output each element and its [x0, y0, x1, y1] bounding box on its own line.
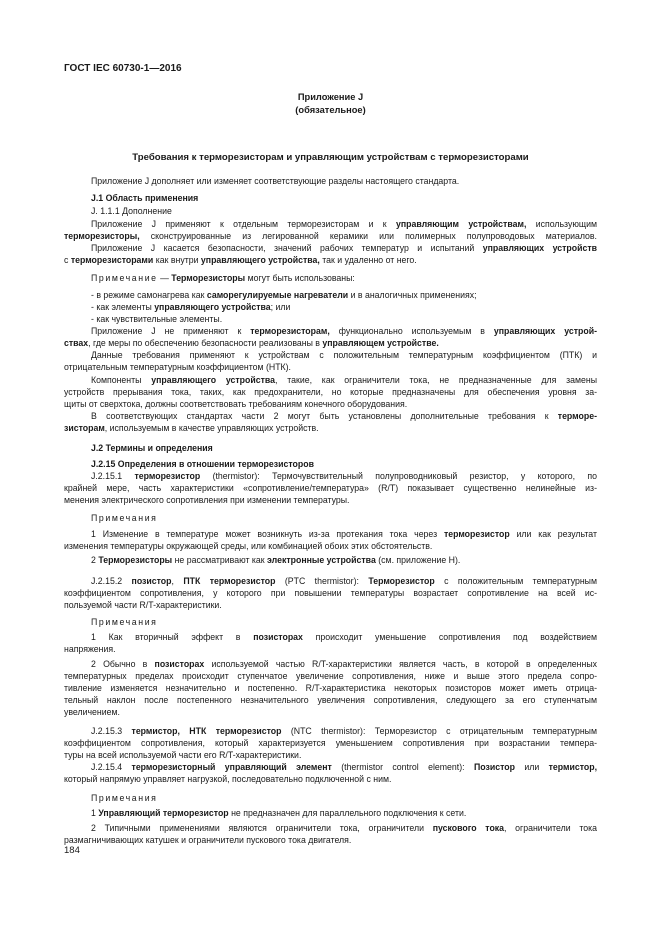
text-line: напряжения. — [64, 644, 116, 654]
note-line: Примечание — Терморезисторы могут быть использованы: — [91, 273, 355, 283]
text-line: 1 Управляющий терморезистор не предназначен для параллельного подключения к сети. — [91, 808, 467, 818]
text-line: Приложение J не применяют к терморезисторам, функционально используемым в управляющих устрой- — [91, 326, 597, 336]
text-line: В соответствующих стандартах части 2 могут быть установлены дополнительные требования к терморе- — [91, 411, 597, 421]
list-item: - в режиме самонагрева как саморегулируемые нагреватели и в аналогичных применениях; — [91, 290, 477, 300]
appendix-title: Приложение J — [297, 92, 364, 102]
text-line: зисторам, используемым в качестве управляющих устройств. — [64, 423, 319, 433]
text-line: коэффициентом сопротивления, у которого при повышении температуры возрастает сопротивление на всей ис- — [64, 588, 597, 598]
text-line: устройств прерывания тока, таких, как предохранители, но которые предназначены для обеспечения уровня за- — [64, 387, 597, 397]
text-line: пользуемой части R/T-характеристики. — [64, 600, 222, 610]
text-line: Данные требования применяют к устройствам с положительным температурным коэффициентом (ПТК) и — [91, 350, 597, 360]
text-line: 1 Изменение в температуре может возникнуть из-за протекания тока через терморезистор или как результат — [91, 529, 597, 539]
text-line: 2 Обычно в позисторах используемой частью R/T-характеристики является часть, в которой в определенных — [91, 659, 598, 669]
text-line: J.2.15.1 терморезистор (thermistor): Термочувствительный полупроводниковый резистор, у которого, по — [91, 471, 597, 481]
text-line: с терморезисторами как внутри управляющего устройства, так и удаленно от него. — [64, 255, 417, 265]
text-line: изменения температуры окружающей среды, или комбинацией обоих этих обстоятельств. — [64, 541, 433, 551]
text-line: крайней мере, часть характеристики «сопротивление/температура» (R/T) показывает существенно нелинейные из- — [64, 483, 597, 493]
text-line: J.2.15.4 терморезисторный управляющий элемент (thermistor control element): Позистор или термистор, — [91, 762, 597, 772]
section-heading: J.2 Термины и определения — [91, 443, 213, 453]
text-line: тивление изменяется незначительно и постепенно. R/T-характеристика некоторых позисторов может иметь отрица- — [64, 683, 597, 693]
text-line: щиты от сверхтока, должны соответствовать требованиям конечного оборудования. — [64, 399, 408, 409]
notes-heading: Примечания — [91, 513, 158, 523]
standard-header: ГОСТ IEC 60730-1—2016 — [64, 63, 182, 74]
text-line: который напрямую управляет нагрузкой, последовательно подключенной с ним. — [64, 774, 392, 784]
text-line: ствах, где меры по обеспечению безопасности реализованы в управляющем устройстве. — [64, 338, 439, 348]
notes-heading: Примечания — [91, 793, 158, 803]
text-line: Приложение J дополняет или изменяет соответствующие разделы настоящего стандарта. — [91, 176, 460, 186]
text-line: температурных пределах происходит ступенчатое увеличение сопротивления, ниже и выше этого предела сопро- — [64, 671, 597, 681]
text-line: терморезисторы, сконструированные из легированной керамики или полимерных полупроводовых материалов. — [64, 231, 597, 241]
text-line: увеличением. — [64, 707, 120, 717]
section-heading: J.1 Область применения — [91, 193, 199, 203]
text-line: тельный наклон после постепенного незначительного увеличения сопротивления, следующего за его ступенчатым — [64, 695, 597, 705]
text-line: 2 Терморезисторы не рассматривают как электронные устройства (см. приложение Н). — [91, 555, 461, 565]
text-line: 1 Как вторичный эффект в позисторах происходит уменьшение сопротивления под воздействием — [91, 632, 597, 642]
text-line: 2 Типичными применениями являются ограничители тока, ограничители пускового тока, ограничители тока — [91, 823, 597, 833]
list-item: - как чувствительные элементы. — [91, 314, 223, 324]
text-line: J. 1.1.1 Дополнение — [91, 206, 172, 216]
text-line: размагничивающих катушек и ограничители пускового тока двигателя. — [64, 835, 352, 845]
text-line: туры на всей используемой части его R/T-характеристики. — [64, 750, 302, 760]
text-line: коэффициентом сопротивления, который характеризуется уменьшением сопротивления при возрастании темпера- — [64, 738, 597, 748]
appendix-heading: Требования к терморезисторам и управляющим устройствам с терморезисторами — [132, 152, 529, 163]
text-line: J.2.15.2 позистор, ПТК терморезистор (PTC thermistor): Терморезистор с положительным температурным — [91, 576, 597, 586]
appendix-status: (обязательное) — [295, 105, 366, 115]
section-heading: J.2.15 Определения в отношении терморезисторов — [91, 459, 314, 469]
page-number: 184 — [64, 845, 80, 856]
notes-heading: Примечания — [91, 617, 158, 627]
text-line: отрицательным температурным коэффициентом (НТК). — [64, 362, 291, 372]
text-line: менения электрического сопротивления при изменении температуры. — [64, 495, 350, 505]
text-line: J.2.15.3 термистор, НТК терморезистор (NTC thermistor): Терморезистор с отрицательным температурным — [91, 726, 597, 736]
text-line: Приложение J касается безопасности, значений рабочих температур и испытаний управляющих устройств — [91, 243, 597, 253]
text-line: Компоненты управляющего устройства, такие, как ограничители тока, не предназначенные для замены — [91, 375, 598, 385]
list-item: - как элементы управляющего устройства; или — [91, 302, 291, 312]
text-line: Приложение J применяют к отдельным терморезисторам и к управляющим устройствам, использующим — [91, 219, 598, 229]
